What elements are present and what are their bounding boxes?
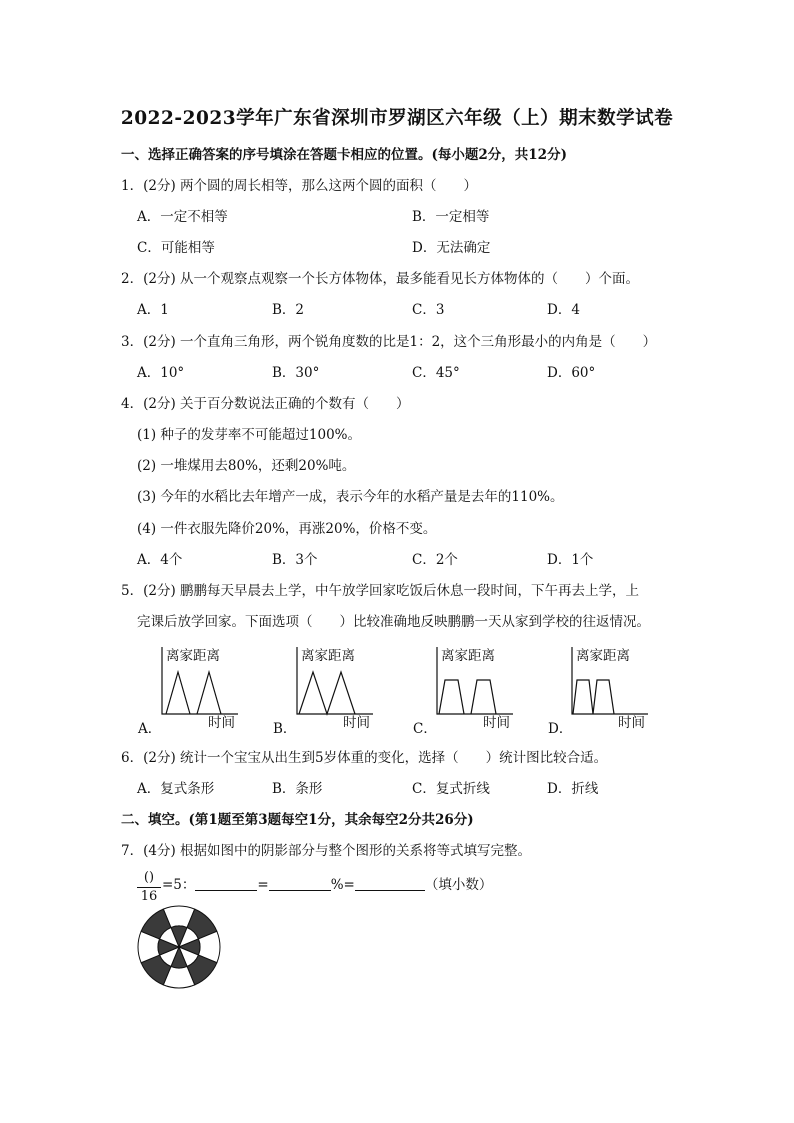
q7-stem: 7．(4分) 根据如图中的阴影部分与整个图形的关系将等式填写完整。 [121,843,532,859]
q5-graph-d-xlabel: 时间 [618,715,645,731]
q3-option-c[interactable]: C．45° [412,365,460,381]
q5-graph-a-ylabel: 离家距离 [166,648,220,664]
q1-option-b[interactable]: B．一定相等 [412,209,490,225]
q4-option-a[interactable]: A．4个 [137,552,183,568]
q5-graph-b-letter: B． [273,721,297,737]
q2-option-b[interactable]: B．2 [272,302,305,318]
q2-stem: 2．(2分) 从一个观察点观察一个长方体物体，最多能看见长方体物体的（ ）个面。 [121,271,640,287]
q5-graph-b-ylabel: 离家距离 [301,648,355,664]
q1-option-d[interactable]: D．无法确定 [412,240,491,256]
q7-wheel-inner-ring [158,926,200,968]
q4-option-b[interactable]: B．3个 [272,552,318,568]
q7-eq-equals: = [257,877,269,893]
q7-fraction [137,870,161,905]
q6-option-d[interactable]: D．折线 [547,781,599,797]
q5-graph-a-letter: A． [138,721,162,737]
q5-graph-c-ylabel: 离家距离 [441,648,495,664]
q7-wheel-figure [137,905,221,989]
q1-stem: 1．(2分) 两个圆的周长相等，那么这两个圆的面积（ ） [121,178,478,194]
q5-stem-line1: 5．(2分) 鹏鹏每天早晨去上学，中午放学回家吃饭后休息一段时间，下午再去上学，上 [121,583,640,599]
q3-option-a[interactable]: A．10° [137,365,185,381]
q5-graph-b[interactable] [273,645,387,737]
q5-graph-a-xlabel: 时间 [208,715,235,731]
q7-fraction-denominator: 16 [140,889,158,904]
q5-graph-b-xlabel: 时间 [343,715,370,731]
q4-option-d[interactable]: D．1个 [547,552,594,568]
q4-statement-4: (4) 一件衣服先降价20%，再涨20%，价格不变。 [137,521,437,537]
q7-fraction-bar [137,887,161,888]
q7-eq-note: （填小数） [424,877,493,893]
q5-graph-b-curve [299,672,355,714]
q2-option-c[interactable]: C．3 [412,302,445,318]
q7-equation [162,876,492,894]
section2-heading: 二、填空。(第1题至第3题每空1分，其余每空2分共26分) [121,812,474,828]
q1-option-c[interactable]: C．可能相等 [137,240,215,256]
q3-option-b[interactable]: B．30° [272,365,320,381]
q5-graph-c-letter: C． [413,721,437,737]
q4-statement-2: (2) 一堆煤用去80%，还剩20%吨。 [137,458,356,474]
q5-graph-d-ylabel: 离家距离 [576,648,630,664]
q5-graph-d[interactable] [548,645,662,737]
section1-heading: 一、选择正确答案的序号填涂在答题卡相应的位置。(每小题2分，共12分) [121,147,567,163]
q7-eq-part1: =5： [162,877,196,893]
q5-stem-line2: 完课后放学回家。下面选项（ ）比较准确地反映鹏鹏一天从家到学校的往返情况。 [137,614,650,630]
q5-graph-c-curve [439,680,496,714]
q6-option-a[interactable]: A．复式条形 [137,781,215,797]
q2-option-d[interactable]: D．4 [547,302,580,318]
q5-graph-a[interactable] [138,645,252,737]
q6-option-b[interactable]: B．条形 [272,781,323,797]
q4-stem: 4．(2分) 关于百分数说法正确的个数有（ ） [121,396,410,412]
q1-option-a[interactable]: A．一定不相等 [137,209,228,225]
q7-blank-3[interactable] [355,876,425,891]
q3-option-d[interactable]: D．60° [547,365,596,381]
q5-graph-d-letter: D． [548,721,573,737]
q7-fraction-numerator[interactable]: () [143,870,155,885]
q5-graph-d-curve [573,680,614,714]
q4-statement-3: (3) 今年的水稻比去年增产一成，表示今年的水稻产量是去年的110%。 [137,489,564,505]
q2-option-a[interactable]: A．1 [137,302,169,318]
page-title: 2022-2023学年广东省深圳市罗湖区六年级（上）期末数学试卷 [120,108,674,129]
q7-eq-percent: %= [330,877,355,893]
q5-graph-c-xlabel: 时间 [483,715,510,731]
q4-option-c[interactable]: C．2个 [412,552,458,568]
q5-graph-c[interactable] [413,645,527,737]
q3-stem: 3．(2分) 一个直角三角形，两个锐角度数的比是1：2，这个三角形最小的内角是（ ） [121,334,657,350]
q4-statement-1: (1) 种子的发芽率不可能超过100%。 [137,427,362,443]
q6-stem: 6．(2分) 统计一个宝宝从出生到5岁体重的变化，选择（ ）统计图比较合适。 [121,750,608,766]
q5-graph-a-curve [166,672,221,714]
q7-blank-1[interactable] [195,876,257,891]
q6-option-c[interactable]: C．复式折线 [412,781,490,797]
q7-blank-2[interactable] [269,876,331,891]
